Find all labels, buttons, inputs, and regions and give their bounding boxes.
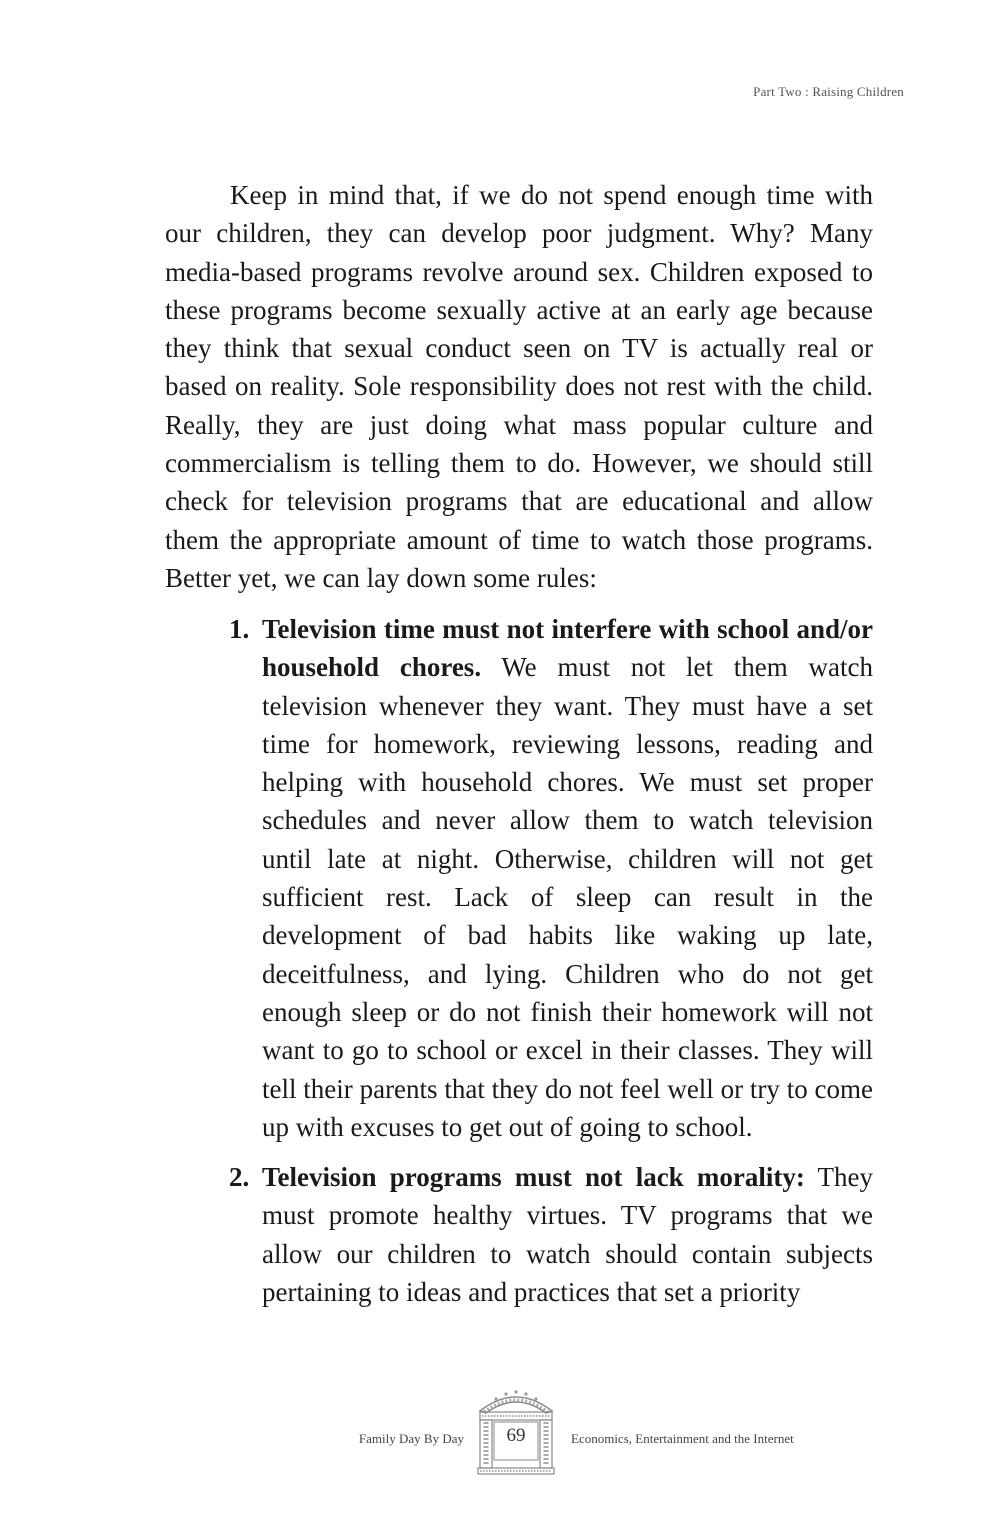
- page-footer: [0, 1385, 1000, 1475]
- rule-text: They must promote healthy virtues. TV programs that we allow our children to watch should contain subjects pertaining to ideas and practices that set a priority: [262, 1162, 873, 1308]
- rule-number: 1.: [229, 614, 250, 644]
- rules-list: [229, 610, 873, 1323]
- rule-heading: Television time must not interfere with school and/or household chores.: [262, 614, 873, 683]
- rule-item: [229, 1158, 873, 1311]
- rule-heading: Television programs must not lack morality:: [262, 1162, 805, 1193]
- footer-book-title: Family Day By Day: [358, 1431, 464, 1446]
- rule-item: [229, 610, 873, 1146]
- footer-chapter-title: Economics, Entertainment and the Internet: [571, 1431, 794, 1446]
- intro-paragraph: Keep in mind that, if we do not spend enough time with our children, they can develop poor judgment. Why? Many media-based programs revolve around sex. Children exposed to these programs become sexually active at an early age because they think that sexual conduct seen on TV is actually real or based on reality. Sole responsibility does not rest with the child. Really, they are just doing what mass popular culture and commercialism is telling them to do. However, we should still check for television programs that are educational and allow them the appropriate amount of time to watch those programs. Better yet, we can lay down some rules:: [165, 180, 873, 593]
- running-header: Part Two : Raising Children: [753, 84, 904, 99]
- page-number: 69: [506, 1425, 526, 1446]
- rule-number: 2.: [229, 1162, 250, 1193]
- body-text: [165, 176, 873, 597]
- rule-text: We must not let them watch television whenever they want. They must have a set time for homework, reviewing lessons, reading and helping with household chores. We must set proper schedules and never allow them to watch television until late at night. Otherwise, children will not get sufficient rest. Lack of sleep can result in the development of bad habits like waking up late, deceitfulness, and lying. Children who do not get enough sleep or do not finish their homework will not want to go to school or excel in their classes. They will tell their parents that they do not feel well or try to come up with excuses to get out of going to school.: [262, 652, 873, 1142]
